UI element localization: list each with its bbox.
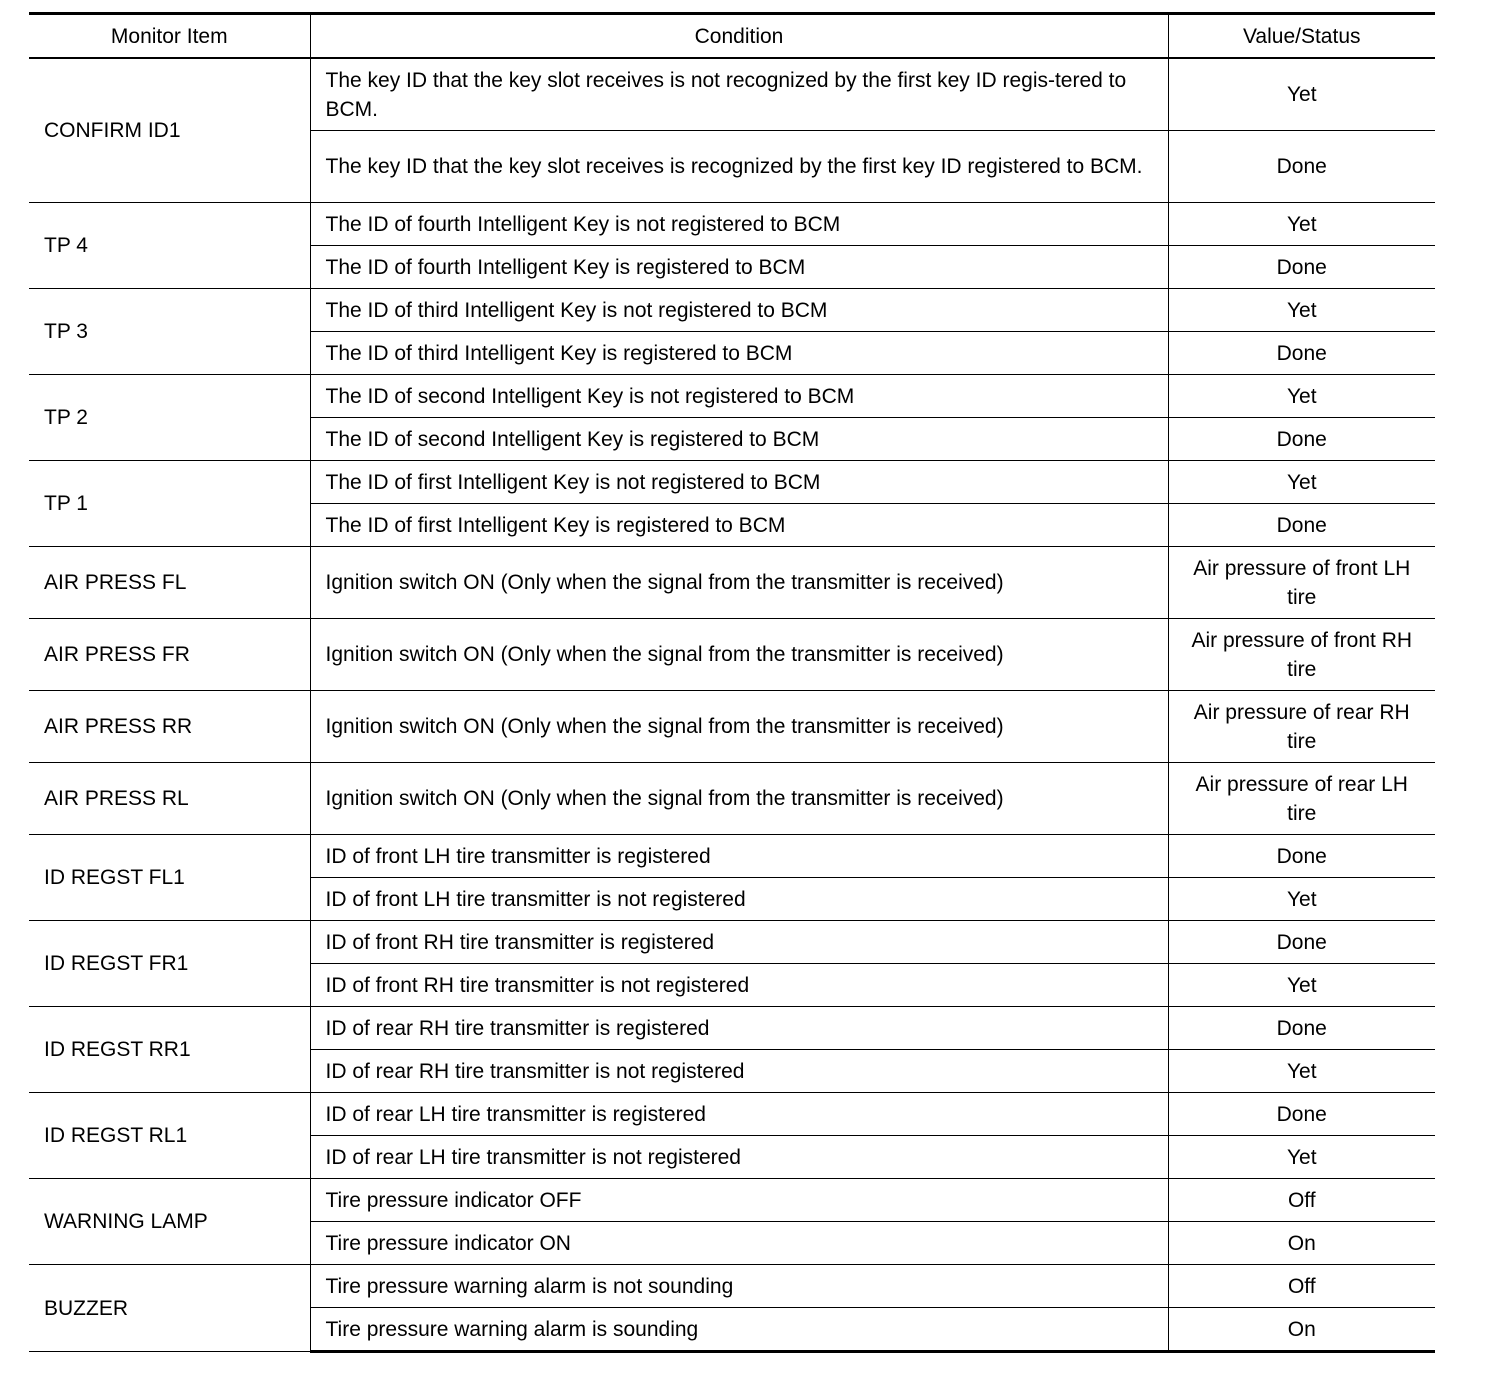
value-status-cell: Yet bbox=[1168, 964, 1435, 1007]
monitor-table bbox=[29, 12, 1435, 1353]
value-status-cell: Air pressure of front RH tire bbox=[1168, 619, 1435, 691]
table-row bbox=[29, 921, 1435, 964]
table-row bbox=[29, 619, 1435, 691]
condition-cell: Tire pressure warning alarm is not sounding bbox=[310, 1265, 1168, 1308]
condition-cell: ID of rear RH tire transmitter is registered bbox=[310, 1007, 1168, 1050]
value-status-cell: Air pressure of rear LH tire bbox=[1168, 763, 1435, 835]
condition-cell: Ignition switch ON (Only when the signal from the transmitter is received) bbox=[310, 763, 1168, 835]
table-row bbox=[29, 203, 1435, 246]
monitor-item-cell: CONFIRM ID1 bbox=[29, 58, 310, 203]
monitor-item-cell: ID REGST RR1 bbox=[29, 1007, 310, 1093]
monitor-item-cell: AIR PRESS FL bbox=[29, 547, 310, 619]
monitor-item-cell: AIR PRESS RR bbox=[29, 691, 310, 763]
condition-cell: ID of front RH tire transmitter is not registered bbox=[310, 964, 1168, 1007]
value-status-cell: Off bbox=[1168, 1265, 1435, 1308]
condition-cell: Tire pressure indicator OFF bbox=[310, 1179, 1168, 1222]
value-status-cell: Done bbox=[1168, 418, 1435, 461]
condition-cell: Ignition switch ON (Only when the signal from the transmitter is received) bbox=[310, 691, 1168, 763]
condition-cell: Ignition switch ON (Only when the signal from the transmitter is received) bbox=[310, 547, 1168, 619]
value-status-cell: Done bbox=[1168, 504, 1435, 547]
condition-cell: The ID of second Intelligent Key is registered to BCM bbox=[310, 418, 1168, 461]
value-status-cell: On bbox=[1168, 1308, 1435, 1352]
value-status-cell: Yet bbox=[1168, 203, 1435, 246]
value-status-cell: Yet bbox=[1168, 375, 1435, 418]
value-status-cell: Done bbox=[1168, 921, 1435, 964]
monitor-item-cell: WARNING LAMP bbox=[29, 1179, 310, 1265]
table-row bbox=[29, 1093, 1435, 1136]
value-status-cell: Done bbox=[1168, 1007, 1435, 1050]
condition-cell: Ignition switch ON (Only when the signal from the transmitter is received) bbox=[310, 619, 1168, 691]
table-row bbox=[29, 375, 1435, 418]
monitor-item-cell: TP 3 bbox=[29, 289, 310, 375]
monitor-table-container bbox=[29, 12, 1435, 1353]
value-status-cell: Yet bbox=[1168, 878, 1435, 921]
header-condition: Condition bbox=[310, 14, 1168, 59]
monitor-item-cell: TP 1 bbox=[29, 461, 310, 547]
condition-cell: Tire pressure warning alarm is sounding bbox=[310, 1308, 1168, 1352]
condition-cell: Tire pressure indicator ON bbox=[310, 1222, 1168, 1265]
monitor-item-cell: ID REGST FL1 bbox=[29, 835, 310, 921]
value-status-cell: Off bbox=[1168, 1179, 1435, 1222]
monitor-item-cell: ID REGST FR1 bbox=[29, 921, 310, 1007]
value-status-cell: Air pressure of rear RH tire bbox=[1168, 691, 1435, 763]
monitor-item-cell: TP 4 bbox=[29, 203, 310, 289]
table-row bbox=[29, 58, 1435, 131]
table-row bbox=[29, 1265, 1435, 1308]
monitor-item-cell: BUZZER bbox=[29, 1265, 310, 1352]
condition-cell: ID of rear LH tire transmitter is registered bbox=[310, 1093, 1168, 1136]
condition-cell: The ID of first Intelligent Key is not registered to BCM bbox=[310, 461, 1168, 504]
header-monitor-item: Monitor Item bbox=[29, 14, 310, 59]
value-status-cell: Yet bbox=[1168, 461, 1435, 504]
value-status-cell: On bbox=[1168, 1222, 1435, 1265]
value-status-cell: Done bbox=[1168, 1093, 1435, 1136]
condition-cell: The ID of first Intelligent Key is registered to BCM bbox=[310, 504, 1168, 547]
condition-cell: The ID of second Intelligent Key is not registered to BCM bbox=[310, 375, 1168, 418]
header-value-status: Value/Status bbox=[1168, 14, 1435, 59]
value-status-cell: Yet bbox=[1168, 1136, 1435, 1179]
value-status-cell: Air pressure of front LH tire bbox=[1168, 547, 1435, 619]
condition-cell: The ID of fourth Intelligent Key is registered to BCM bbox=[310, 246, 1168, 289]
value-status-cell: Done bbox=[1168, 131, 1435, 203]
condition-cell: ID of rear RH tire transmitter is not registered bbox=[310, 1050, 1168, 1093]
value-status-cell: Done bbox=[1168, 835, 1435, 878]
table-row bbox=[29, 835, 1435, 878]
value-status-cell: Yet bbox=[1168, 289, 1435, 332]
value-status-cell: Yet bbox=[1168, 1050, 1435, 1093]
value-status-cell: Done bbox=[1168, 246, 1435, 289]
table-row bbox=[29, 461, 1435, 504]
condition-cell: The ID of fourth Intelligent Key is not registered to BCM bbox=[310, 203, 1168, 246]
monitor-item-cell: AIR PRESS RL bbox=[29, 763, 310, 835]
table-row bbox=[29, 1179, 1435, 1222]
table-body bbox=[29, 58, 1435, 1352]
table-row bbox=[29, 691, 1435, 763]
condition-cell: The ID of third Intelligent Key is registered to BCM bbox=[310, 332, 1168, 375]
table-row bbox=[29, 763, 1435, 835]
condition-cell: The ID of third Intelligent Key is not registered to BCM bbox=[310, 289, 1168, 332]
table-row bbox=[29, 547, 1435, 619]
condition-cell: ID of front LH tire transmitter is not registered bbox=[310, 878, 1168, 921]
table-row bbox=[29, 289, 1435, 332]
value-status-cell: Yet bbox=[1168, 58, 1435, 131]
condition-cell: The key ID that the key slot receives is recognized by the first key ID registered to BCM. bbox=[310, 131, 1168, 203]
header-row bbox=[29, 14, 1435, 59]
monitor-item-cell: TP 2 bbox=[29, 375, 310, 461]
monitor-item-cell: ID REGST RL1 bbox=[29, 1093, 310, 1179]
monitor-item-cell: AIR PRESS FR bbox=[29, 619, 310, 691]
condition-cell: ID of front LH tire transmitter is registered bbox=[310, 835, 1168, 878]
value-status-cell: Done bbox=[1168, 332, 1435, 375]
condition-cell: The key ID that the key slot receives is not recognized by the first key ID regis-tered to BCM. bbox=[310, 58, 1168, 131]
table-row bbox=[29, 1007, 1435, 1050]
condition-cell: ID of front RH tire transmitter is registered bbox=[310, 921, 1168, 964]
condition-cell: ID of rear LH tire transmitter is not registered bbox=[310, 1136, 1168, 1179]
